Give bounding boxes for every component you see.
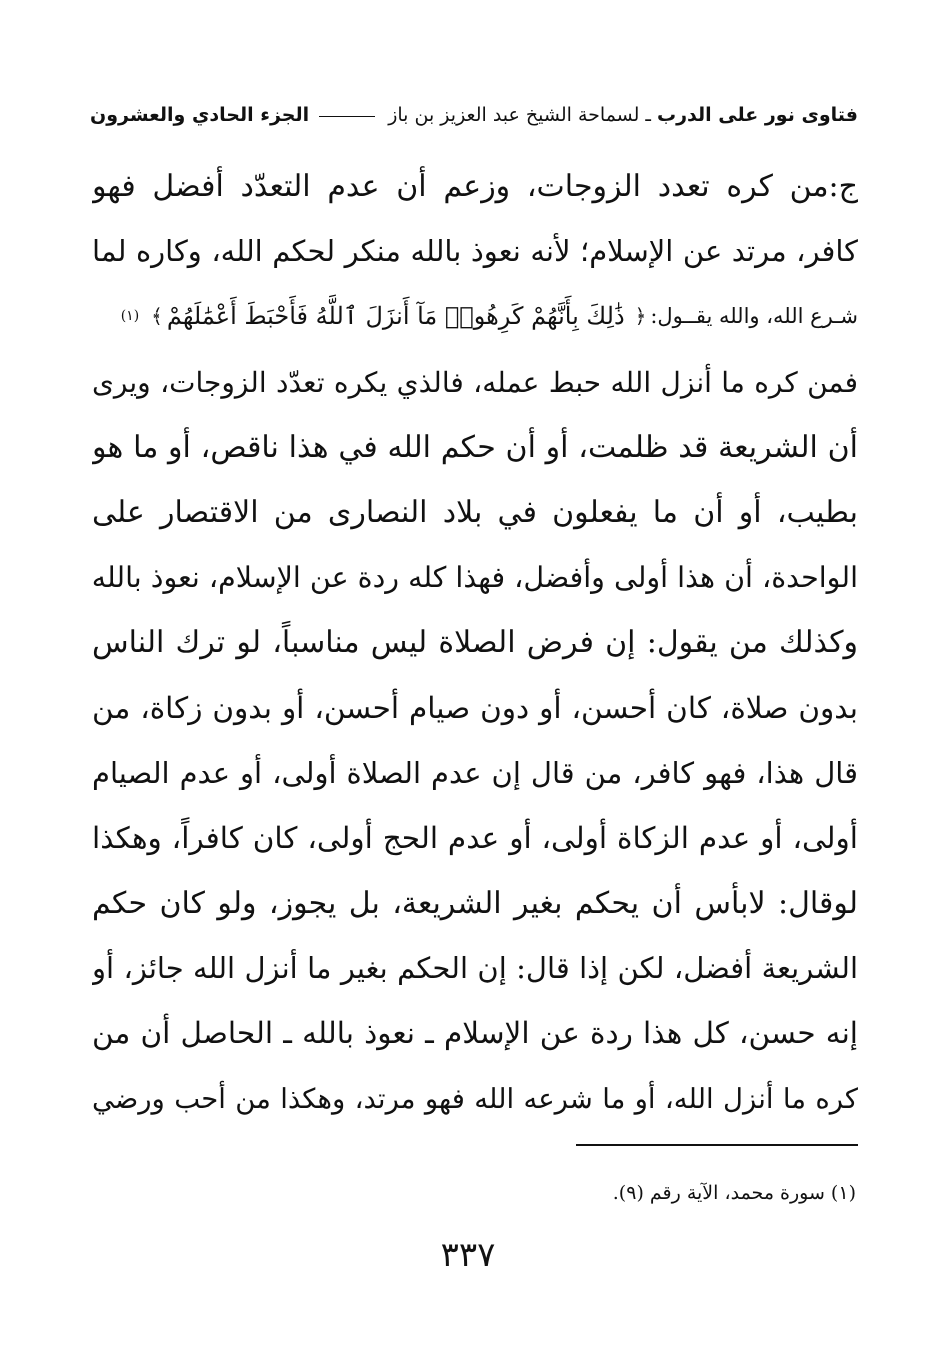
header-separator: ـ bbox=[645, 104, 651, 126]
body-line-15: كره ما أنزل الله، أو ما شرعه الله فهو مرتد، وهكذا من أحب ورضي bbox=[92, 1082, 858, 1115]
page-number: ٣٣٧ bbox=[440, 1235, 496, 1275]
body-line-2: كافر، مرتد عن الإسلام؛ لأنه نعوذ بالله منكر لحكم الله، وكاره لما bbox=[92, 234, 858, 269]
fatwa-body bbox=[92, 154, 858, 1132]
header-rule bbox=[319, 116, 375, 117]
body-line-10: قال هذا، فهو كافر، من قال إن عدم الصلاة أولى، أو عدم الصيام bbox=[92, 755, 858, 790]
body-line-12: لوقال: لابأس أن يحكم بغير الشريعة، بل يجوز، ولو كان حكم bbox=[92, 886, 858, 922]
verse-close-ornament: ﴾ bbox=[151, 304, 163, 329]
book-title: فتاوى نور على الدرب bbox=[657, 104, 858, 126]
volume-label: الجزء الحادي والعشرون bbox=[90, 104, 310, 126]
body-line-4: فمن كره ما أنزل الله حبط عمله، فالذي يكره تعدّد الزوجات، ويرى bbox=[92, 365, 858, 399]
body-line-14: إنه حسن، كل هذا ردة عن الإسلام ـ نعوذ بالله ـ الحاصل أن من bbox=[92, 1016, 858, 1051]
body-line-11: أولى، أو عدم الزكاة أولى، أو عدم الحج أولى، كان كافراً، وهكذا bbox=[92, 820, 858, 855]
footnote-reference: (١) bbox=[120, 308, 140, 325]
body-line-5: أن الشريعة قد ظلمت، أو أن حكم الله في هذا ناقص، أو ما هو bbox=[92, 429, 858, 465]
quran-verse: ذَٰلِكَ بِأَنَّهُمْ كَرِهُوا۟ مَآ أَنزَلَ ٱللَّهُ فَأَحْبَطَ أَعْمَٰلَهُمْ bbox=[166, 302, 625, 331]
quran-quote-line bbox=[92, 284, 858, 349]
body-line-8: وكذلك من يقول: إن فرض الصلاة ليس مناسباً، لو ترك الناس bbox=[92, 625, 858, 661]
verse-open-ornament: ﴿ bbox=[634, 304, 647, 329]
body-line-7: الواحدة، أن هذا أولى وأفضل، فهذا كله ردة عن الإسلام، نعوذ بالله bbox=[92, 561, 858, 595]
body-line-9: بدون صلاة، كان أحسن، أو دون صيام أحسن، أو بدون زكاة، من bbox=[92, 690, 858, 725]
author-name: لسماحة الشيخ عبد العزيز بن باز bbox=[388, 104, 640, 126]
body-line-13: الشريعة أفضل، لكن إذا قال: إن الحكم بغير ما أنزل الله جائز، أو bbox=[92, 951, 858, 986]
running-header bbox=[90, 98, 858, 132]
footnote-divider bbox=[576, 1144, 858, 1146]
quran-line-prefix: شـرع الله، والله يقــول: bbox=[650, 304, 858, 329]
footnote: (١) سورة محمد، الآية رقم (٩). bbox=[612, 1182, 856, 1204]
body-line-6: بطيب، أو أن ما يفعلون في بلاد النصارى من الاقتصار على bbox=[92, 494, 858, 530]
header-volume-group bbox=[90, 104, 383, 126]
header-title-group bbox=[388, 104, 858, 126]
body-line-1: ج:من كره تعدد الزوجات، وزعم أن عدم التعدّد أفضل فهو bbox=[92, 169, 858, 204]
